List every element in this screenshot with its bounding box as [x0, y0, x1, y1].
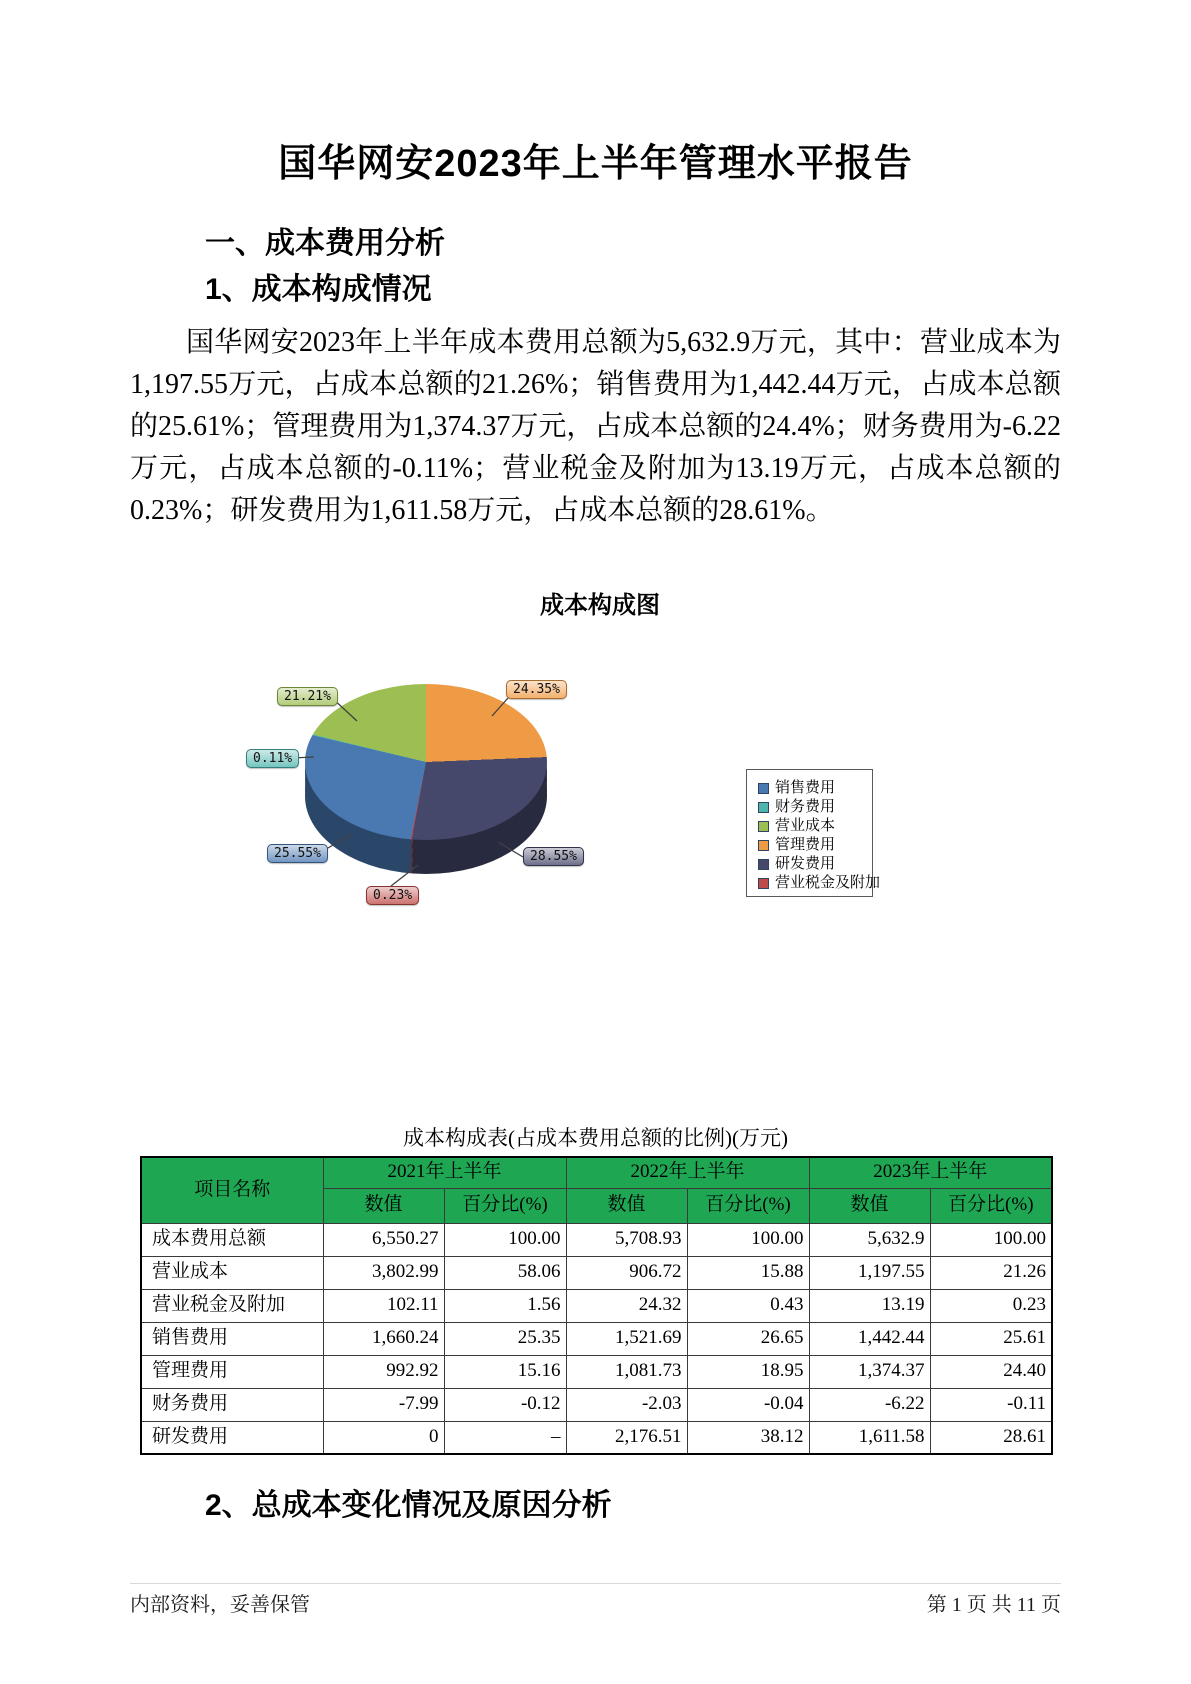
- footer-page-number: 第 1 页 共 11 页: [926, 1594, 1061, 1616]
- table-row: [141, 1223, 1052, 1256]
- table-row: [141, 1421, 1052, 1454]
- legend-label: 营业税金及附加: [775, 875, 881, 891]
- legend-label: 销售费用: [775, 780, 836, 796]
- legend-item-销售费用: [758, 779, 868, 798]
- legend-item-管理费用: [758, 836, 868, 855]
- table-year-header: 2023年上半年: [809, 1157, 1052, 1188]
- legend-label: 管理费用: [775, 837, 836, 853]
- pie-label-财务费用: 0.11%: [246, 749, 299, 768]
- legend-item-财务费用: [758, 798, 868, 817]
- table-cell: 1,660.24: [323, 1322, 444, 1355]
- pie-label-营业税金及附加: 0.23%: [366, 886, 419, 905]
- table-row: [141, 1355, 1052, 1388]
- table-cell: 100.00: [444, 1223, 566, 1256]
- table-cell: -0.04: [687, 1388, 809, 1421]
- legend-label: 研发费用: [775, 856, 836, 872]
- legend-label: 财务费用: [775, 799, 836, 815]
- pie-label-管理费用: 24.35%: [506, 680, 567, 699]
- pie-top-face: [305, 684, 547, 840]
- legend-swatch-icon: [758, 802, 769, 813]
- row-label: 成本费用总额: [141, 1223, 323, 1256]
- legend-label: 营业成本: [775, 818, 836, 834]
- report-title: 国华网安2023年上半年管理水平报告: [278, 143, 913, 185]
- table-cell: -7.99: [323, 1388, 444, 1421]
- chart-title: 成本构成图: [540, 592, 660, 619]
- table-cell: 1.56: [444, 1289, 566, 1322]
- cost-composition-table: [140, 1156, 1053, 1455]
- table-sub-header: 百分比(%): [444, 1188, 566, 1223]
- table-cell: 6,550.27: [323, 1223, 444, 1256]
- table-cell: 102.11: [323, 1289, 444, 1322]
- legend-swatch-icon: [758, 783, 769, 794]
- table-cell: 24.40: [930, 1355, 1052, 1388]
- footer-confidential-note: 内部资料，妥善保管: [130, 1594, 310, 1616]
- table-year-header: 2021年上半年: [323, 1157, 566, 1188]
- legend-item-营业成本: [758, 817, 868, 836]
- pie-label-销售费用: 25.55%: [267, 844, 328, 863]
- table-cell: 21.26: [930, 1256, 1052, 1289]
- table-row: [141, 1388, 1052, 1421]
- legend-swatch-icon: [758, 840, 769, 851]
- table-cell: 26.65: [687, 1322, 809, 1355]
- table-cell: 1,521.69: [566, 1322, 687, 1355]
- table-cell: 15.16: [444, 1355, 566, 1388]
- table-cell: 13.19: [809, 1289, 930, 1322]
- page-footer: [130, 1583, 1061, 1617]
- table-cell: 24.32: [566, 1289, 687, 1322]
- table-year-header: 2022年上半年: [566, 1157, 809, 1188]
- table-cell: 0.43: [687, 1289, 809, 1322]
- row-label: 管理费用: [141, 1355, 323, 1388]
- cost-composition-chart: [240, 590, 960, 935]
- table-cell: 38.12: [687, 1421, 809, 1454]
- table-row: [141, 1289, 1052, 1322]
- table-cell: 5,632.9: [809, 1223, 930, 1256]
- section-heading-cost-analysis: 一、成本费用分析: [205, 227, 445, 260]
- table-cell: 100.00: [687, 1223, 809, 1256]
- section-heading-total-cost-change: 2、总成本变化情况及原因分析: [205, 1489, 612, 1522]
- subsection-heading-cost-composition: 1、成本构成情况: [205, 273, 432, 306]
- table-title: 成本构成表(占成本费用总额的比例)(万元): [403, 1126, 788, 1150]
- table-sub-header: 数值: [566, 1188, 687, 1223]
- table-sub-header: 百分比(%): [930, 1188, 1052, 1223]
- table-cell: 58.06: [444, 1256, 566, 1289]
- table-cell: 906.72: [566, 1256, 687, 1289]
- legend-item-研发费用: [758, 855, 868, 874]
- table-cell: 18.95: [687, 1355, 809, 1388]
- row-label: 研发费用: [141, 1421, 323, 1454]
- table-cell: 1,374.37: [809, 1355, 930, 1388]
- table-sub-header: 数值: [809, 1188, 930, 1223]
- legend-item-营业税金及附加: [758, 874, 881, 893]
- table-cell: 1,197.55: [809, 1256, 930, 1289]
- row-label: 营业税金及附加: [141, 1289, 323, 1322]
- table-cell: 0: [323, 1421, 444, 1454]
- legend-swatch-icon: [758, 859, 769, 870]
- table-cell: -0.12: [444, 1388, 566, 1421]
- table-cell: -6.22: [809, 1388, 930, 1421]
- table-cell: 15.88: [687, 1256, 809, 1289]
- table-cell: 0.23: [930, 1289, 1052, 1322]
- table-cell: 1,611.58: [809, 1421, 930, 1454]
- table-cell: 100.00: [930, 1223, 1052, 1256]
- table-cell: 5,708.93: [566, 1223, 687, 1256]
- legend-swatch-icon: [758, 821, 769, 832]
- table-cell: 25.61: [930, 1322, 1052, 1355]
- cost-summary-paragraph: 国华网安2023年上半年成本费用总额为5,632.9万元，其中：营业成本为1,197.55万元，占成本总额的21.26%；销售费用为1,442.44万元，占成本总额的25.61%；管理费用为1,374.37万元，占成本总额的24.4%；财务费用为-6.22万元，占成本总额的-0.11%；营业税金及附加为13.19万元，占成本总额的0.23%；研发费用为1,611.58万元，占成本总额的28.61%。: [130, 327, 1061, 526]
- table-cell: 28.61: [930, 1421, 1052, 1454]
- table-cell: -2.03: [566, 1388, 687, 1421]
- pie-label-营业成本: 21.21%: [277, 687, 338, 706]
- table-cell: 992.92: [323, 1355, 444, 1388]
- row-label: 财务费用: [141, 1388, 323, 1421]
- table-cell: -0.11: [930, 1388, 1052, 1421]
- table-cell: 25.35: [444, 1322, 566, 1355]
- chart-legend: [746, 769, 881, 897]
- table-cell: 1,081.73: [566, 1355, 687, 1388]
- table-cell: 1,442.44: [809, 1322, 930, 1355]
- table-corner-header: 项目名称: [141, 1157, 323, 1223]
- table-sub-header: 百分比(%): [687, 1188, 809, 1223]
- table-cell: 3,802.99: [323, 1256, 444, 1289]
- table-sub-header: 数值: [323, 1188, 444, 1223]
- table-row: [141, 1322, 1052, 1355]
- row-label: 营业成本: [141, 1256, 323, 1289]
- table-cell: –: [444, 1421, 566, 1454]
- table-row: [141, 1256, 1052, 1289]
- legend-swatch-icon: [758, 878, 769, 889]
- row-label: 销售费用: [141, 1322, 323, 1355]
- table-cell: 2,176.51: [566, 1421, 687, 1454]
- pie-label-研发费用: 28.55%: [523, 847, 584, 866]
